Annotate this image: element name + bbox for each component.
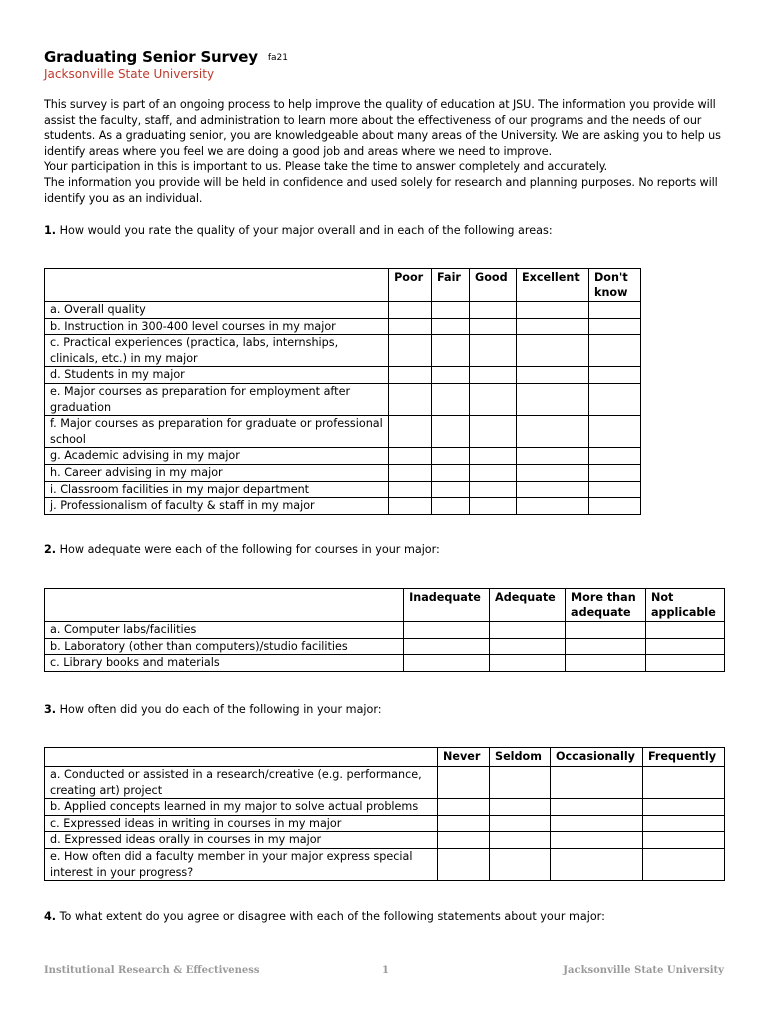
header-blank <box>45 748 438 767</box>
table-row <box>45 302 641 319</box>
response-cell[interactable] <box>517 481 589 498</box>
response-cell[interactable] <box>566 622 646 639</box>
question-text: How often did you do each of the following in your major: <box>59 703 382 716</box>
response-cell[interactable] <box>470 498 517 515</box>
response-cell[interactable] <box>404 655 490 672</box>
survey-item-label: e. How often did a faculty member in your major express special interest in your progress? <box>45 848 438 880</box>
survey-item-label: a. Overall quality <box>45 302 389 319</box>
response-cell[interactable] <box>470 464 517 481</box>
response-cell[interactable] <box>490 638 566 655</box>
response-cell[interactable] <box>404 638 490 655</box>
header-blank <box>45 589 404 622</box>
response-cell[interactable] <box>432 464 470 481</box>
response-cell[interactable] <box>517 302 589 319</box>
survey-item-label: b. Applied concepts learned in my major to solve actual problems <box>45 799 438 816</box>
column-header: Good <box>470 269 517 302</box>
response-cell[interactable] <box>470 448 517 465</box>
survey-item-label: a. Conducted or assisted in a research/creative (e.g. performance, creating art) project <box>45 767 438 799</box>
response-cell[interactable] <box>389 302 432 319</box>
response-cell[interactable] <box>490 767 551 799</box>
response-cell[interactable] <box>589 383 641 415</box>
response-cell[interactable] <box>470 318 517 335</box>
question-2 <box>44 543 440 556</box>
table-row <box>45 767 725 799</box>
response-cell[interactable] <box>432 335 470 367</box>
response-cell[interactable] <box>490 655 566 672</box>
survey-item-label: d. Expressed ideas orally in courses in my major <box>45 832 438 849</box>
response-cell[interactable] <box>432 481 470 498</box>
table-row <box>45 464 641 481</box>
response-cell[interactable] <box>438 799 490 816</box>
column-header: Inadequate <box>404 589 490 622</box>
response-cell[interactable] <box>551 815 643 832</box>
column-header: Seldom <box>490 748 551 767</box>
response-cell[interactable] <box>389 318 432 335</box>
response-cell[interactable] <box>566 638 646 655</box>
response-cell[interactable] <box>438 815 490 832</box>
table-row <box>45 318 641 335</box>
response-cell[interactable] <box>645 622 724 639</box>
column-header: Don't know <box>589 269 641 302</box>
response-cell[interactable] <box>517 367 589 384</box>
question-number: 4. <box>44 910 57 923</box>
question-text: How would you rate the quality of your major overall and in each of the following areas: <box>59 224 553 237</box>
response-cell[interactable] <box>470 383 517 415</box>
response-cell[interactable] <box>389 383 432 415</box>
survey-item-label: h. Career advising in my major <box>45 464 389 481</box>
response-cell[interactable] <box>517 448 589 465</box>
response-cell[interactable] <box>432 367 470 384</box>
response-cell[interactable] <box>589 464 641 481</box>
survey-item-label: e. Major courses as preparation for employment after graduation <box>45 383 389 415</box>
header-blank <box>45 269 389 302</box>
footer-page-number: 1 <box>382 965 389 976</box>
column-header: More than adequate <box>566 589 646 622</box>
response-cell[interactable] <box>589 367 641 384</box>
form-code: fa21 <box>267 53 288 63</box>
response-cell[interactable] <box>517 416 589 448</box>
table-row <box>45 383 641 415</box>
response-cell[interactable] <box>389 464 432 481</box>
response-cell[interactable] <box>589 498 641 515</box>
survey-item-label: c. Practical experiences (practica, labs, internships, clinicals, etc.) in my major <box>45 335 389 367</box>
intro-paragraph: The information you provide will be held in confidence and used solely for research and planning purposes. No reports will identify you as an individual. <box>44 175 718 205</box>
survey-item-label: c. Library books and materials <box>45 655 404 672</box>
page-title: Graduating Senior Survey <box>44 48 258 66</box>
response-cell[interactable] <box>589 481 641 498</box>
column-header: Not applicable <box>645 589 724 622</box>
response-cell[interactable] <box>470 335 517 367</box>
table-row <box>45 799 725 816</box>
response-cell[interactable] <box>642 832 724 849</box>
response-cell[interactable] <box>589 302 641 319</box>
survey-item-label: c. Expressed ideas in writing in courses in my major <box>45 815 438 832</box>
survey-item-label: d. Students in my major <box>45 367 389 384</box>
table-row <box>45 335 641 367</box>
response-cell[interactable] <box>517 498 589 515</box>
response-cell[interactable] <box>432 498 470 515</box>
response-cell[interactable] <box>438 832 490 849</box>
column-header: Excellent <box>517 269 589 302</box>
footer-university: Jacksonville State University <box>563 965 724 976</box>
table-row <box>45 655 725 672</box>
question-number: 2. <box>44 543 57 556</box>
response-cell[interactable] <box>404 622 490 639</box>
response-cell[interactable] <box>490 832 551 849</box>
footer-department: Institutional Research & Effectiveness <box>44 965 260 976</box>
response-cell[interactable] <box>432 302 470 319</box>
question-text: To what extent do you agree or disagree with each of the following statements about your major: <box>59 910 605 923</box>
rating-table-q1 <box>44 268 641 515</box>
response-cell[interactable] <box>589 335 641 367</box>
response-cell[interactable] <box>642 815 724 832</box>
response-cell[interactable] <box>389 367 432 384</box>
table-row <box>45 416 641 448</box>
response-cell[interactable] <box>470 302 517 319</box>
intro-paragraph: This survey is part of an ongoing process to help improve the quality of education at JSU. The information you provide will assist the faculty, staff, and administration to learn more about the effectiveness of our programs and the needs of our students. As a graduating senior, you are knowledgeable about many areas of the University. We are asking you to help us identify areas where you feel we are doing a good job and areas where we need to improve. <box>44 98 721 158</box>
response-cell[interactable] <box>432 383 470 415</box>
university-name: Jacksonville State University <box>44 67 215 81</box>
response-cell[interactable] <box>551 832 643 849</box>
response-cell[interactable] <box>517 335 589 367</box>
response-cell[interactable] <box>589 318 641 335</box>
column-header: Fair <box>432 269 470 302</box>
intro-text <box>44 97 724 206</box>
survey-item-label: g. Academic advising in my major <box>45 448 389 465</box>
question-number: 1. <box>44 224 57 237</box>
response-cell[interactable] <box>432 416 470 448</box>
column-header: Never <box>438 748 490 767</box>
response-cell[interactable] <box>642 799 724 816</box>
response-cell[interactable] <box>470 481 517 498</box>
response-cell[interactable] <box>642 767 724 799</box>
response-cell[interactable] <box>470 416 517 448</box>
response-cell[interactable] <box>432 448 470 465</box>
question-3 <box>44 703 382 716</box>
response-cell[interactable] <box>645 638 724 655</box>
response-cell[interactable] <box>389 481 432 498</box>
column-header: Poor <box>389 269 432 302</box>
response-cell[interactable] <box>490 622 566 639</box>
survey-item-label: f. Major courses as preparation for graduate or professional school <box>45 416 389 448</box>
survey-item-label: b. Instruction in 300-400 level courses in my major <box>45 318 389 335</box>
survey-item-label: b. Laboratory (other than computers)/studio facilities <box>45 638 404 655</box>
response-cell[interactable] <box>517 383 589 415</box>
response-cell[interactable] <box>642 848 724 880</box>
question-number: 3. <box>44 703 57 716</box>
response-cell[interactable] <box>438 848 490 880</box>
response-cell[interactable] <box>645 655 724 672</box>
rating-table-q2 <box>44 588 725 672</box>
survey-item-label: j. Professionalism of faculty & staff in my major <box>45 498 389 515</box>
response-cell[interactable] <box>470 367 517 384</box>
response-cell[interactable] <box>517 464 589 481</box>
response-cell[interactable] <box>551 848 643 880</box>
table-row <box>45 638 725 655</box>
table-row <box>45 848 725 880</box>
response-cell[interactable] <box>438 767 490 799</box>
title-row <box>44 48 288 66</box>
survey-item-label: a. Computer labs/facilities <box>45 622 404 639</box>
response-cell[interactable] <box>389 448 432 465</box>
table-row <box>45 832 725 849</box>
response-cell[interactable] <box>551 767 643 799</box>
response-cell[interactable] <box>517 318 589 335</box>
response-cell[interactable] <box>389 416 432 448</box>
response-cell[interactable] <box>432 318 470 335</box>
response-cell[interactable] <box>490 799 551 816</box>
question-1 <box>44 224 553 237</box>
table-header-row <box>45 269 641 302</box>
question-text: How adequate were each of the following for courses in your major: <box>59 543 440 556</box>
table-row <box>45 367 641 384</box>
rating-table-q3 <box>44 747 725 881</box>
table-header-row <box>45 748 725 767</box>
column-header: Adequate <box>490 589 566 622</box>
response-cell[interactable] <box>490 848 551 880</box>
column-header: Occasionally <box>551 748 643 767</box>
table-row <box>45 481 641 498</box>
response-cell[interactable] <box>490 815 551 832</box>
response-cell[interactable] <box>566 655 646 672</box>
response-cell[interactable] <box>389 498 432 515</box>
table-row <box>45 622 725 639</box>
column-header: Frequently <box>642 748 724 767</box>
table-row <box>45 448 641 465</box>
intro-paragraph: Your participation in this is important to us. Please take the time to answer completely and accurately. <box>44 160 608 174</box>
response-cell[interactable] <box>589 416 641 448</box>
table-row <box>45 815 725 832</box>
table-row <box>45 498 641 515</box>
response-cell[interactable] <box>389 335 432 367</box>
survey-item-label: i. Classroom facilities in my major department <box>45 481 389 498</box>
table-header-row <box>45 589 725 622</box>
question-4 <box>44 910 605 923</box>
response-cell[interactable] <box>589 448 641 465</box>
response-cell[interactable] <box>551 799 643 816</box>
